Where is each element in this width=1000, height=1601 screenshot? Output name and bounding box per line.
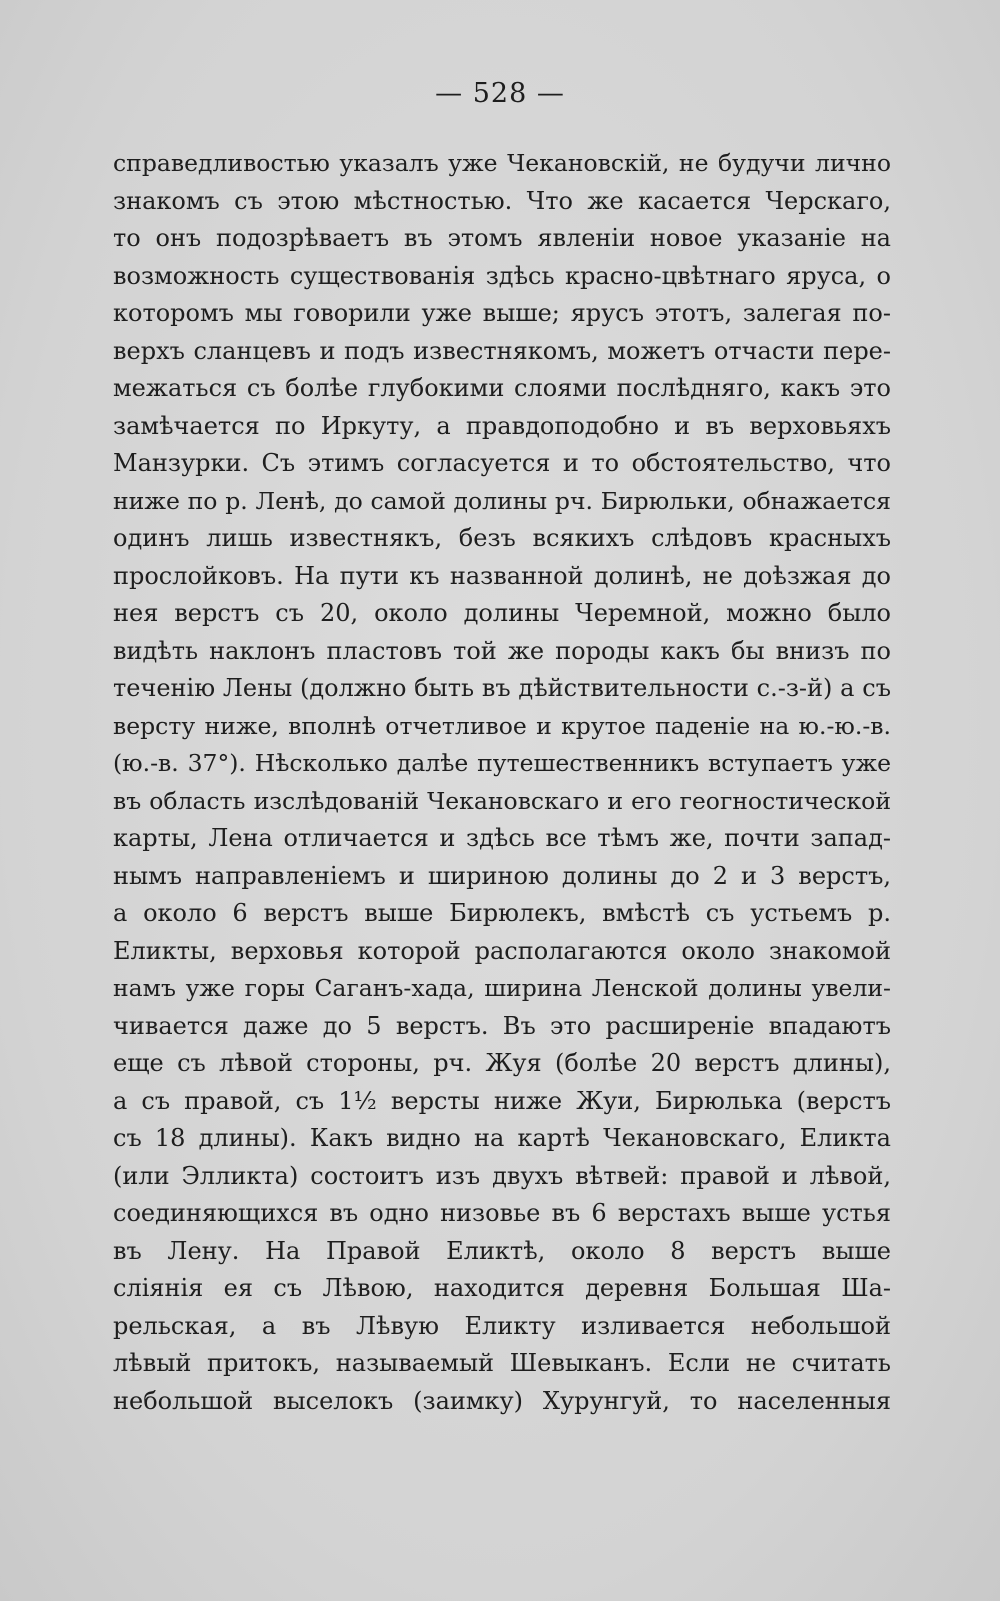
- text-line: въ Лену. На Правой Еликтѣ, около 8 верстъ выше: [113, 1236, 891, 1265]
- text-line: справедливостью указалъ уже Чекановскій, не будучи лично: [113, 149, 891, 177]
- text-line: Манзурки. Съ этимъ согласуется и то обстоятельство, что: [113, 449, 891, 477]
- text-line: то онъ подозрѣваетъ въ этомъ явленіи новое указаніе на: [113, 224, 891, 252]
- text-line: чивается даже до 5 верстъ. Въ это расширеніе впадаютъ: [113, 1011, 891, 1040]
- text-line: прослойковъ. На пути къ названной долинѣ, не доѣзжая до: [113, 561, 891, 590]
- page-number: — 528 —: [435, 78, 565, 109]
- text-line: сліянія ея съ Лѣвою, находится деревня Большая Ша-: [113, 1274, 891, 1302]
- text-line: намъ уже горы Саганъ-хада, ширина Ленской долины увели-: [113, 974, 891, 1002]
- text-line: верхъ сланцевъ и подъ известнякомъ, можетъ отчасти пере-: [113, 336, 891, 365]
- text-line: нымъ направленіемъ и шириною долины до 2 и 3 верстъ,: [113, 861, 891, 890]
- text-line: (или Элликта) состоитъ изъ двухъ вѣтвей: правой и лѣвой,: [113, 1161, 891, 1190]
- body-text: [113, 145, 891, 1420]
- text-line: замѣчается по Иркуту, а правдоподобно и въ верховьяхъ: [113, 411, 891, 440]
- text-line: (ю.-в. 37°). Нѣсколько далѣе путешественникъ вступаетъ уже: [113, 749, 891, 777]
- text-line: теченію Лены (должно быть въ дѣйствительности с.-з-й) а съ: [113, 674, 891, 702]
- text-line: рельская, а въ Лѣвую Еликту изливается небольшой: [113, 1311, 891, 1340]
- text-line: ниже по р. Ленѣ, до самой долины рч. Бирюльки, обнажается: [113, 486, 891, 515]
- text-line: межаться съ болѣе глубокими слоями послѣдняго, какъ это: [113, 374, 891, 402]
- text-line: версту ниже, вполнѣ отчетливое и крутое паденіе на ю.-ю.-в.: [113, 711, 891, 740]
- text-line: лѣвый притокъ, называемый Шевыканъ. Если не считать: [113, 1349, 891, 1377]
- text-line: а около 6 верстъ выше Бирюлекъ, вмѣстѣ съ устьемъ р.: [113, 899, 891, 927]
- text-line: которомъ мы говорили уже выше; ярусъ этотъ, залегая по-: [113, 299, 891, 327]
- text-line: нея верстъ съ 20, около долины Черемной, можно было: [113, 599, 891, 627]
- text-line: карты, Лена отличается и здѣсь все тѣмъ же, почти запад-: [113, 824, 891, 852]
- text-line: съ 18 длины). Какъ видно на картѣ Чекановскаго, Еликта: [113, 1124, 891, 1152]
- text-line: а съ правой, съ 1½ версты ниже Жуи, Бирюлька (верстъ: [113, 1086, 891, 1115]
- text-line: знакомъ съ этою мѣстностью. Что же касается Черскаго,: [113, 186, 891, 215]
- text-line: соединяющихся въ одно низовье въ 6 верстахъ выше устья: [113, 1199, 891, 1227]
- text-line: видѣть наклонъ пластовъ той же породы какъ бы внизъ по: [113, 636, 891, 665]
- text-line: возможность существованія здѣсь красно-цвѣтнаго яруса, о: [113, 261, 891, 290]
- text-line: небольшой выселокъ (заимку) Хурунгуй, то населенныя: [113, 1386, 891, 1415]
- text-line: еще съ лѣвой стороны, рч. Жуя (болѣе 20 верстъ длины),: [113, 1049, 891, 1077]
- text-line: Еликты, верховья которой располагаются около знакомой: [113, 936, 891, 965]
- text-line: одинъ лишь известнякъ, безъ всякихъ слѣдовъ красныхъ: [113, 524, 891, 552]
- text-line: въ область изслѣдованій Чекановскаго и его геогностической: [113, 786, 891, 815]
